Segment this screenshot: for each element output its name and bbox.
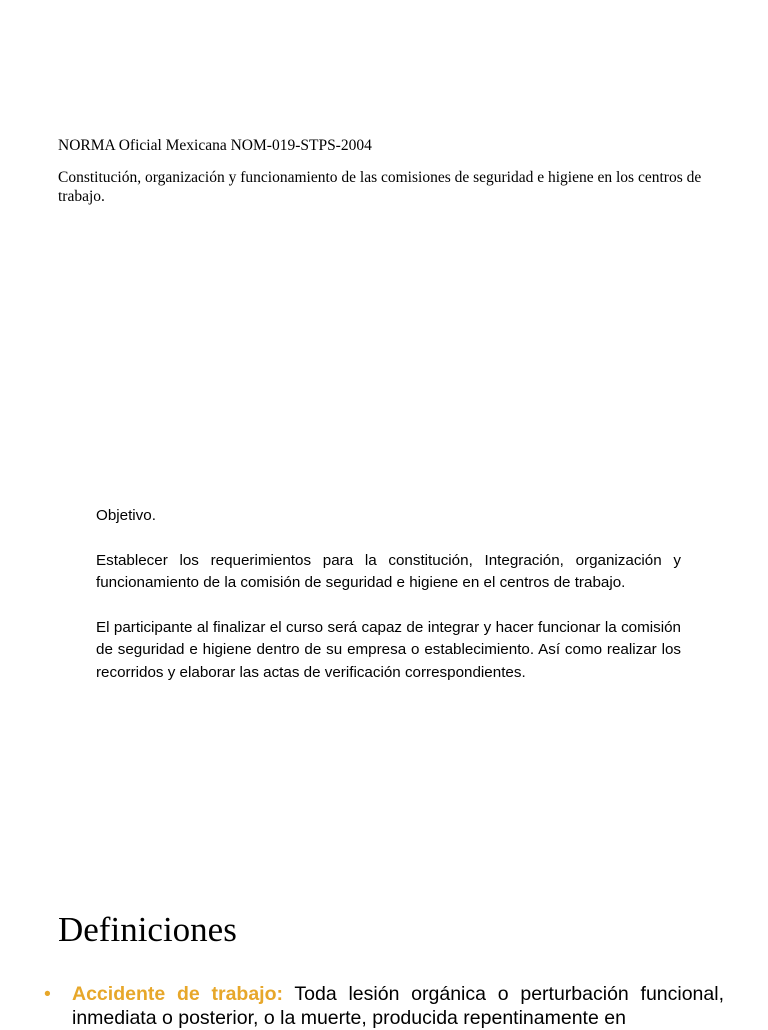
definition-item — [44, 982, 724, 1030]
definition-term: Accidente de trabajo: — [72, 983, 283, 1005]
objective-paragraph-1: Establecer los requerimientos para la constitución, Integración, organización y funcionamiento de la comisión de seguridad e higiene en el centros de trabajo. — [96, 551, 681, 592]
bullet-icon: • — [44, 983, 51, 1005]
norm-title-block — [58, 136, 708, 219]
objective-paragraph-2: El participante al finalizar el curso será capaz de integrar y hacer funcionar la comisión de seguridad e higiene dentro de su empresa o establecimiento. Así como realizar los recorridos y elaborar las actas de verificación correspondientes. — [96, 618, 681, 681]
objective-section — [96, 505, 681, 707]
norm-subtitle: Constitución, organización y funcionamiento de las comisiones de seguridad e higiene en los centros de trabajo. — [58, 169, 702, 205]
objective-heading: Objetivo. — [96, 507, 156, 524]
definitions-heading: Definiciones — [58, 910, 237, 949]
norm-title: NORMA Oficial Mexicana NOM-019-STPS-2004 — [58, 137, 372, 154]
definition-text: Toda lesión orgánica o perturbación funcional, inmediata o posterior, o la muerte, producida repentinamente en — [72, 983, 724, 1029]
